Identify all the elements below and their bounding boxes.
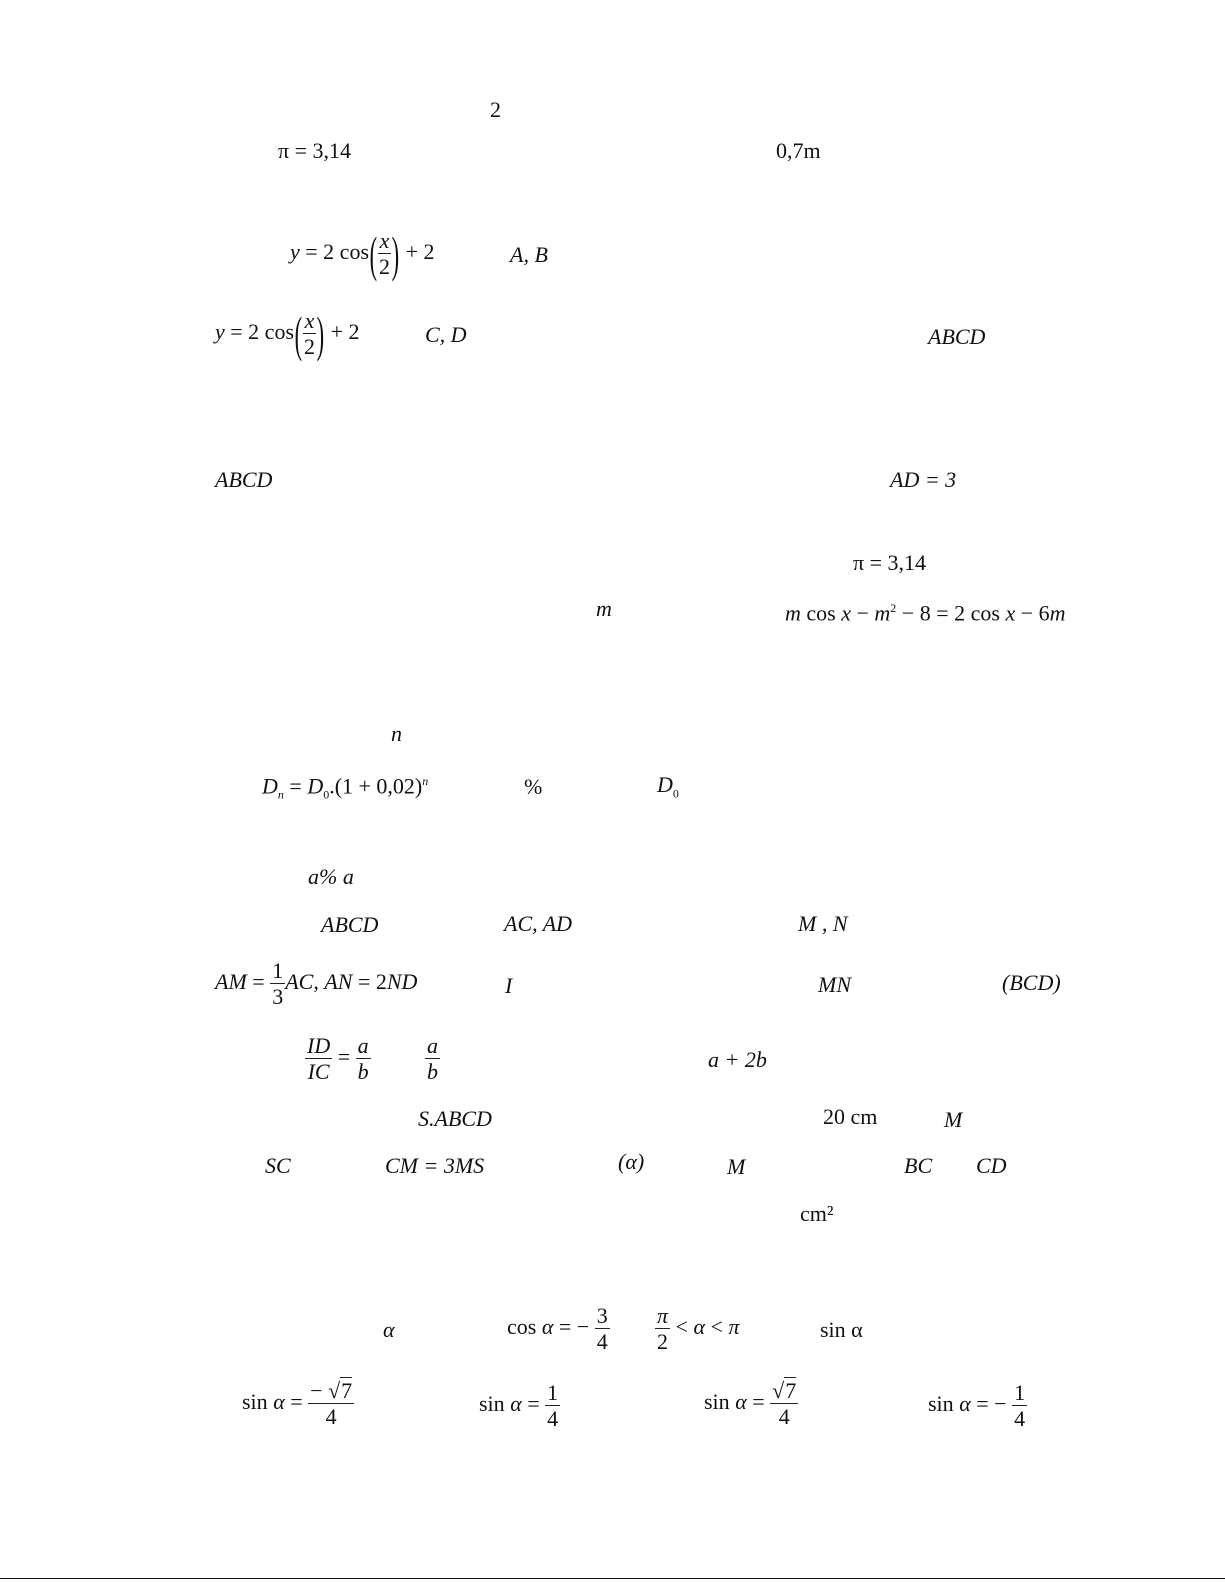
sin-target: sin α bbox=[820, 1317, 863, 1342]
pyramid-label: S.ABCD bbox=[418, 1106, 492, 1131]
percent-sign: % bbox=[524, 774, 543, 799]
pi-value-2: π = 3,14 bbox=[853, 550, 927, 575]
edges-label: AC, AD bbox=[504, 911, 573, 936]
side-ad: AD = 3 bbox=[890, 467, 957, 492]
plane-bcd: (BCD) bbox=[1002, 970, 1061, 995]
interval-condition: $\frac{\pi}{2}$ < α < π bbox=[657, 1303, 740, 1355]
page-bottom-rule bbox=[0, 1578, 1225, 1579]
number-two: 2 bbox=[490, 97, 501, 122]
angle-alpha: α bbox=[383, 1317, 395, 1342]
length-value: 0,7m bbox=[776, 138, 821, 163]
answer-option-b[interactable]: sin α = $\frac{1}{4}$ bbox=[479, 1380, 559, 1432]
parameter-m: m bbox=[596, 596, 612, 621]
edge-length: 20 cm bbox=[823, 1104, 878, 1129]
line-mn: MN bbox=[818, 972, 851, 997]
sum-expression: a + 2b bbox=[708, 1047, 767, 1072]
point-i: I bbox=[505, 973, 513, 998]
points-ab: A, B bbox=[510, 242, 548, 267]
tetrahedron-label: ABCD bbox=[321, 912, 379, 937]
ratio-cm-ms: CM = 3MS bbox=[385, 1153, 485, 1178]
fraction-a-b: $\frac{a}{b}$ bbox=[427, 1033, 438, 1085]
function-formula-1: y = 2 cos( $\frac{x}{2}$ ) + 2 bbox=[290, 225, 435, 282]
initial-value: $D_0$ bbox=[657, 772, 679, 801]
function-formula-2: y = 2 cos( $\frac{x}{2}$ ) + 2 bbox=[215, 305, 360, 362]
ratio-conditions: AM = $\frac{1}{3}$ AC, AN = 2ND bbox=[215, 958, 418, 1010]
edge-sc: SC bbox=[265, 1153, 291, 1178]
point-m-2: M bbox=[727, 1154, 746, 1179]
edge-cd: CD bbox=[976, 1153, 1007, 1178]
answer-option-d[interactable]: sin α = − $\frac{1}{4}$ bbox=[928, 1380, 1026, 1432]
answer-option-c[interactable]: sin α = $\frac{√7}{4}$ bbox=[704, 1378, 797, 1430]
points-mn: M , N bbox=[798, 911, 848, 936]
plane-alpha: (α) bbox=[618, 1149, 645, 1174]
ratio-id-ic: $\frac{ID}{IC}$ = $\frac{a}{b}$ bbox=[307, 1033, 369, 1085]
cos-condition: cos α = − $\frac{3}{4}$ bbox=[507, 1303, 608, 1355]
edge-bc: BC bbox=[904, 1153, 933, 1178]
quadrilateral-label: ABCD bbox=[928, 324, 986, 349]
pi-value: π = 3,14 bbox=[278, 138, 352, 163]
rate-a: a% a bbox=[308, 864, 354, 889]
variable-n: n bbox=[391, 721, 402, 746]
area-unit: cm² bbox=[800, 1201, 834, 1226]
points-cd: C, D bbox=[425, 322, 467, 347]
answer-option-a[interactable]: sin α = $\frac{- √7}{4}$ bbox=[242, 1378, 353, 1430]
trig-equation: m $\cos x - m^2 - 8 = 2$ cos x − 6m bbox=[785, 600, 1066, 626]
point-m: M bbox=[944, 1107, 963, 1132]
growth-formula: $D_n = D_0.(1 + 0,02)^n$ bbox=[262, 773, 429, 802]
quadrilateral-label-2: ABCD bbox=[215, 467, 273, 492]
